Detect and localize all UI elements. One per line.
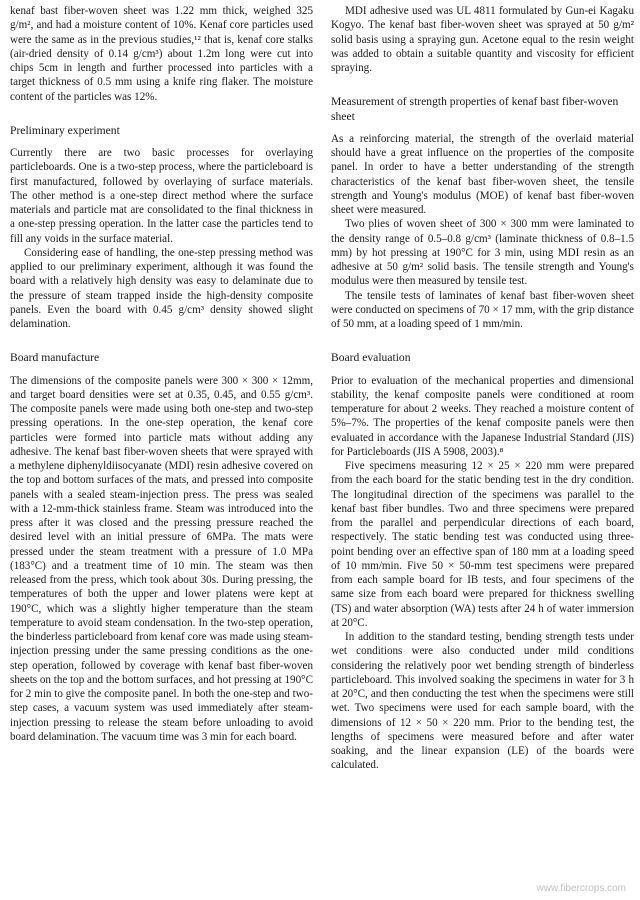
- section-heading-measurement: Measurement of strength properties of kenaf bast fiber-woven sheet: [331, 95, 619, 123]
- watermark: www.fibercrops.com: [536, 883, 626, 894]
- right-column: [331, 4, 634, 896]
- section-heading-preliminary-experiment: Preliminary experiment: [10, 123, 120, 137]
- paragraph: The tensile tests of laminates of kenaf bast fiber-woven sheet were conducted on specimens of 70 × 17 mm, with the grip distance of 50 mm, at a loading speed of 1 mm/min.: [331, 289, 634, 330]
- section-heading-board-evaluation: Board evaluation: [331, 351, 411, 365]
- paragraph: The dimensions of the composite panels were 300 × 300 × 12mm, and target board densities were set at 0.35, 0.45, and 0.55 g/cm³. The composite panels were made using both one-step and two-step pressing operations. In the one-step operation, the kenaf core particles were formed into particle mats without adding any adhesive. The kenaf bast fiber-woven sheets that were sprayed with a methylene diphenyldiisocyanate (MDI) resin adhesive covered on the top and bottom surfaces of the mats, and pressed into composite panels with a sealed steam-injection press. The press was sealed with a 12-mm-thick stainless frame. Steam was introduced into the press after it was closed and the pressing pressure reached the desired level with an initial pressure of 6MPa. The mats were pressed under the steam treatment with a pressure of 1.0 MPa (183°C) and a treatment time of 10 min. The steam was then released from the press, which took about 30s. During pressing, the temperatures of both the upper and lower platens were kept at 190°C, which was a slightly higher temperature than the steam temperature to avoid steam condensation. In the two-step operation, the binderless particleboard from kenaf core was made using steam-injection pressing under the same pressing conditions as the one-step operation, followed by coverage with kenaf bast fiber-woven sheets on the top and the bottom surfaces, and hot pressing at 190°C for 2 min to give the composite panel. In both the one-step and two-step cases, a vacuum system was used immediately after steam-injection pressing to release the steam before unloading to avoid board delamination. The vacuum time was 3 min for each board.: [10, 374, 313, 743]
- paragraph: As a reinforcing material, the strength of the overlaid material should have a great influence on the properties of the composite panel. In order to have a better understanding of the strength characteristics of the kenaf bast fiber-woven sheet, the tensile strength and Young's modulus (MOE) of kenaf bast fiber-woven sheet were measured.: [331, 132, 634, 216]
- paragraph: kenaf bast fiber-woven sheet was 1.22 mm thick, weighed 325 g/m², and had a moisture content of 10%. Kenaf core particles used were the same as in the previous studies,¹² that is, kenaf core stalks (air-dried density of 0.14 g/cm³) about 1.2m long were cut into chips 5cm in length and further processed into particles with a target thickness of 0.5 mm using a knife ring flaker. The moisture content of the particles was 12%.: [10, 5, 313, 103]
- paragraph: Currently there are two basic processes for overlaying particleboards. One is a two-step process, where the particleboard is first manufactured, followed by overlaying of surface materials. The other method is a one-step direct method where the surface materials and particle mat are consolidated to the final thickness in a one-step pressing operation. In the latter case the particles tend to fill any voids in the surface material.: [10, 147, 313, 245]
- paragraph: MDI adhesive used was UL 4811 formulated by Gun-ei Kagaku Kogyo. The kenaf bast fiber-woven sheet was sprayed at 50 g/m² solid basis using a spraying gun. Acetone equal to the resin weight was added to obtain a suitable quantity and viscosity for efficient spraying.: [331, 5, 634, 74]
- paragraph: Five specimens measuring 12 × 25 × 220 mm were prepared from the each board for the static bending test in the dry condition. The longitudinal direction of the specimens was parallel to the kenaf bast fiber bundles. Two and three specimens were prepared from the parallel and perpendicular directions of each board, respectively. The static bending test was conducted using three-point bending over an effective span of 180 mm at a loading speed of 10 mm/min. Five 50 × 50-mm test specimens were prepared from each sample board for IB tests, and four specimens of the same size from each board were prepared for thickness swelling (TS) and water absorption (WA) tests after 24 h of water immersion at 20°C.: [331, 460, 634, 629]
- paragraph: Considering ease of handling, the one-step pressing method was applied to our preliminary experiment, although it was found the board with a relatively high density was easy to delaminate due to the pressure of steam trapped inside the high-density composite panels. Even the board with 0.45 g/cm³ density showed slight delamination.: [10, 246, 313, 330]
- left-column: [10, 4, 313, 896]
- paragraph: Two plies of woven sheet of 300 × 300 mm were laminated to the density range of 0.5–0.8 g/cm³ (laminate thickness of 0.8–1.5 mm) by hot pressing at 190°C for 3 min, using MDI resin as an adhesive at 50 g/m² solid basis. The tensile strength and Young's modulus were then measured by tensile test.: [331, 218, 634, 288]
- paragraph: Prior to evaluation of the mechanical properties and dimensional stability, the kenaf composite panels were conditioned at room temperature for about 2 weeks. They reached a moisture content of 5%–7%. The properties of the kenaf composite panels were then evaluated in accordance with the Japanese Industrial Standard (JIS) for Particleboards (JIS A 5908, 2003).⁸: [331, 374, 634, 458]
- section-heading-board-manufacture: Board manufacture: [10, 351, 100, 365]
- paper-page: [10, 4, 634, 896]
- paragraph: In addition to the standard testing, bending strength tests under wet conditions were also conducted under mild conditions considering the relatively poor wet bending strength of binderless particleboard. This involved soaking the specimens in water for 3 h at 20°C, and then conducting the test when the specimens were still wet. Two specimens were used for each sample board, with the dimensions of 12 × 50 × 220 mm. Prior to the bending test, the lengths of specimens were measured before and after water soaking, and the linear expansion (LE) of the boards were calculated.: [331, 631, 634, 772]
